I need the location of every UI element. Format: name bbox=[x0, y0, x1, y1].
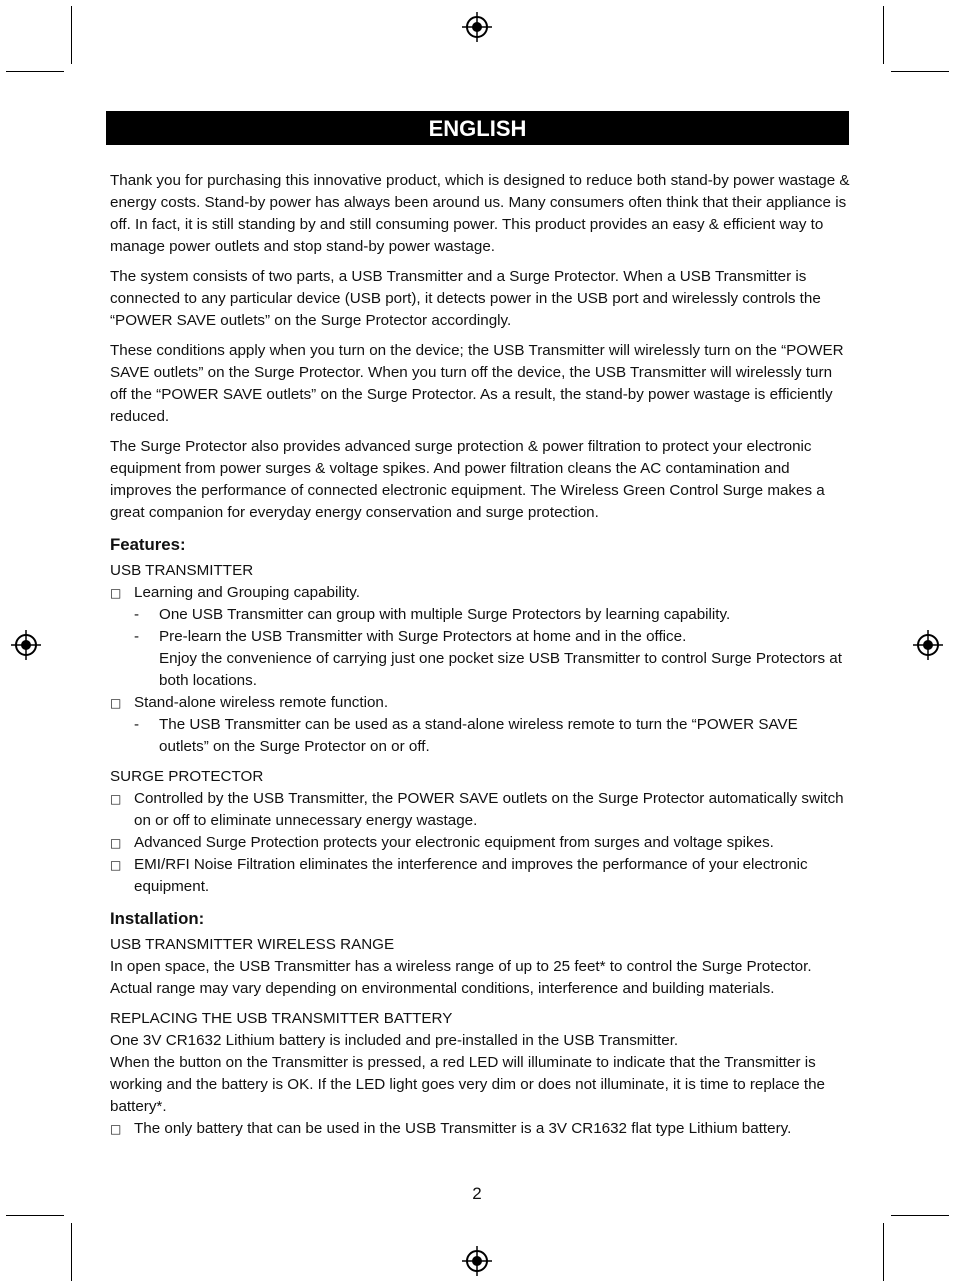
feature-sub-item: - Pre-learn the USB Transmitter with Surge Protectors at home and in the office. bbox=[110, 626, 850, 648]
intro-paragraph: The system consists of two parts, a USB Transmitter and a Surge Protector. When a USB Transmitter is connected to any particular device (USB port), it detects power in the USB port and wirelessly controls the “POWER SAVE outlets” on the Surge Protector accordingly. bbox=[110, 268, 821, 329]
features-heading: Features: bbox=[110, 535, 186, 554]
registration-mark-icon bbox=[461, 1245, 493, 1277]
page-number: 2 bbox=[472, 1184, 482, 1203]
wireless-range-title: USB TRANSMITTER WIRELESS RANGE bbox=[110, 936, 395, 953]
feature-list-item: □ Learning and Grouping capability. bbox=[110, 582, 850, 604]
battery-text: One 3V CR1632 Lithium battery is included and pre-installed in the USB Transmitter. bbox=[110, 1032, 679, 1049]
crop-mark-bottom-right-horizontal bbox=[891, 1215, 949, 1216]
language-banner: ENGLISH bbox=[106, 111, 849, 145]
registration-mark-icon bbox=[461, 11, 493, 43]
intro-paragraph: Thank you for purchasing this innovative product, which is designed to reduce both stand-by power wastage & energy costs. Stand-by power has always been around us. Many consumers often think that their appliance is off. In fact, it is still standing by and still consuming power. This product provides an easy & efficient way to manage power outlets and stop stand-by power wastage. bbox=[110, 172, 850, 255]
crop-mark-top-right-horizontal bbox=[891, 71, 949, 72]
intro-paragraph: These conditions apply when you turn on the device; the USB Transmitter will wirelessly turn on the “POWER SAVE outlets” on the Surge Protector. When you turn off the device, the USB Transmitter will wirelessly turn off the “POWER SAVE outlets” on the Surge Protector. As a result, the stand-by power wastage is efficiently reduced. bbox=[110, 342, 844, 425]
surge-protector-title: SURGE PROTECTOR bbox=[110, 768, 264, 785]
intro-paragraph: The Surge Protector also provides advanced surge protection & power filtration to protect your electronic equipment from power surges & voltage spikes. And power filtration cleans the AC contamination and improves the performance of connected electronic equipment. The Wireless Green Control Surge makes a great companion for everyday energy conservation and surge protection. bbox=[110, 438, 825, 521]
page-content bbox=[110, 170, 850, 1140]
crop-mark-top-left-vertical bbox=[71, 6, 72, 64]
crop-mark-bottom-left-vertical bbox=[71, 1223, 72, 1281]
crop-mark-bottom-left-horizontal bbox=[6, 1215, 64, 1216]
usb-transmitter-title: USB TRANSMITTER bbox=[110, 562, 254, 579]
feature-list-item: □ EMI/RFI Noise Filtration eliminates the interference and improves the performance of your electronic equipment. bbox=[110, 854, 850, 898]
installation-heading: Installation: bbox=[110, 909, 205, 928]
registration-mark-icon bbox=[912, 629, 944, 661]
feature-sub-item: - One USB Transmitter can group with multiple Surge Protectors by learning capability. bbox=[110, 604, 850, 626]
feature-sub-item-continued: Enjoy the convenience of carrying just one pocket size USB Transmitter to control Surge Protectors at both locations. bbox=[159, 650, 842, 689]
registration-mark-icon bbox=[10, 629, 42, 661]
battery-list-item: □ The only battery that can be used in the USB Transmitter is a 3V CR1632 flat type Lithium battery. bbox=[110, 1118, 850, 1140]
wireless-range-text: In open space, the USB Transmitter has a wireless range of up to 25 feet* to control the Surge Protector. Actual range may vary depending on environmental conditions, interference and building materials. bbox=[110, 958, 812, 997]
feature-list-item: □ Stand-alone wireless remote function. bbox=[110, 692, 850, 714]
feature-list-item: □ Advanced Surge Protection protects your electronic equipment from surges and voltage spikes. bbox=[110, 832, 850, 854]
battery-title: REPLACING THE USB TRANSMITTER BATTERY bbox=[110, 1010, 453, 1027]
crop-mark-top-right-vertical bbox=[883, 6, 884, 64]
crop-mark-bottom-right-vertical bbox=[883, 1223, 884, 1281]
battery-text: When the button on the Transmitter is pressed, a red LED will illuminate to indicate that the Transmitter is working and the battery is OK. If the LED light goes very dim or does not illuminate, it is time to replace the battery*. bbox=[110, 1054, 825, 1115]
feature-sub-item: - The USB Transmitter can be used as a stand-alone wireless remote to turn the “POWER SAVE outlets” on the Surge Protector on or off. bbox=[110, 714, 850, 758]
crop-mark-top-left-horizontal bbox=[6, 71, 64, 72]
feature-list-item: □ Controlled by the USB Transmitter, the POWER SAVE outlets on the Surge Protector automatically switch on or off to eliminate unnecessary energy wastage. bbox=[110, 788, 850, 832]
